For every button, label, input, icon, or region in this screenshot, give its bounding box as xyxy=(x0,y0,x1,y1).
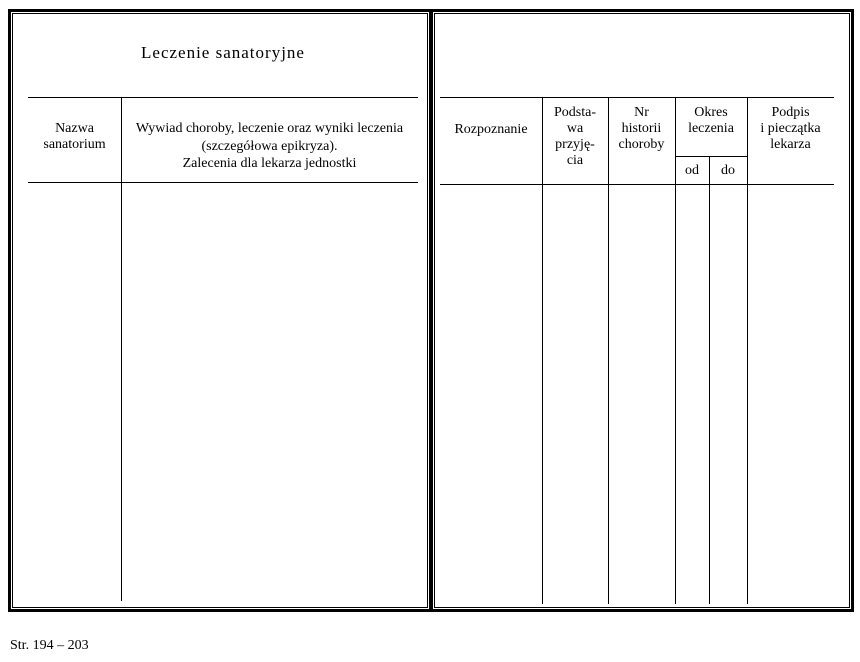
right-column-divider-from-to xyxy=(709,156,710,604)
right-column-divider-2 xyxy=(608,97,609,604)
header-record-number: Nr historii choroby xyxy=(618,105,665,152)
right-header-top-rule xyxy=(440,97,834,98)
header-history-line-3: Zalecenia dla lekarza jednostki xyxy=(182,156,357,171)
header-diagnosis: Rozpoznanie xyxy=(454,122,528,137)
right-page-inner-border xyxy=(434,13,850,608)
header-history-line-1: Wywiad choroby, leczenie oraz wyniki leczenia xyxy=(135,121,404,136)
page-reference: Str. 194 – 203 xyxy=(10,638,89,653)
right-header-bottom-rule xyxy=(440,184,834,185)
left-header-bottom-rule xyxy=(28,182,418,183)
header-doctor-signature: Podpis i pieczątka lekarza xyxy=(760,105,821,152)
header-period-to: do xyxy=(721,163,735,178)
left-header-top-rule xyxy=(28,97,418,98)
header-sanatorium-name: Nazwa sanatorium xyxy=(43,121,106,152)
header-admission-basis: Podsta- wa przyję- cia xyxy=(554,105,596,168)
header-history-line-2: (szczegółowa epikryza). xyxy=(201,139,338,154)
left-column-divider xyxy=(121,97,122,601)
period-subheader-rule xyxy=(675,156,747,157)
left-page-inner-border xyxy=(12,13,428,608)
header-period-from: od xyxy=(685,163,699,178)
left-page-title: Leczenie sanatoryjne xyxy=(141,43,305,62)
right-column-divider-1 xyxy=(542,97,543,604)
right-column-divider-4 xyxy=(747,97,748,604)
header-treatment-period: Okres leczenia xyxy=(688,105,734,136)
